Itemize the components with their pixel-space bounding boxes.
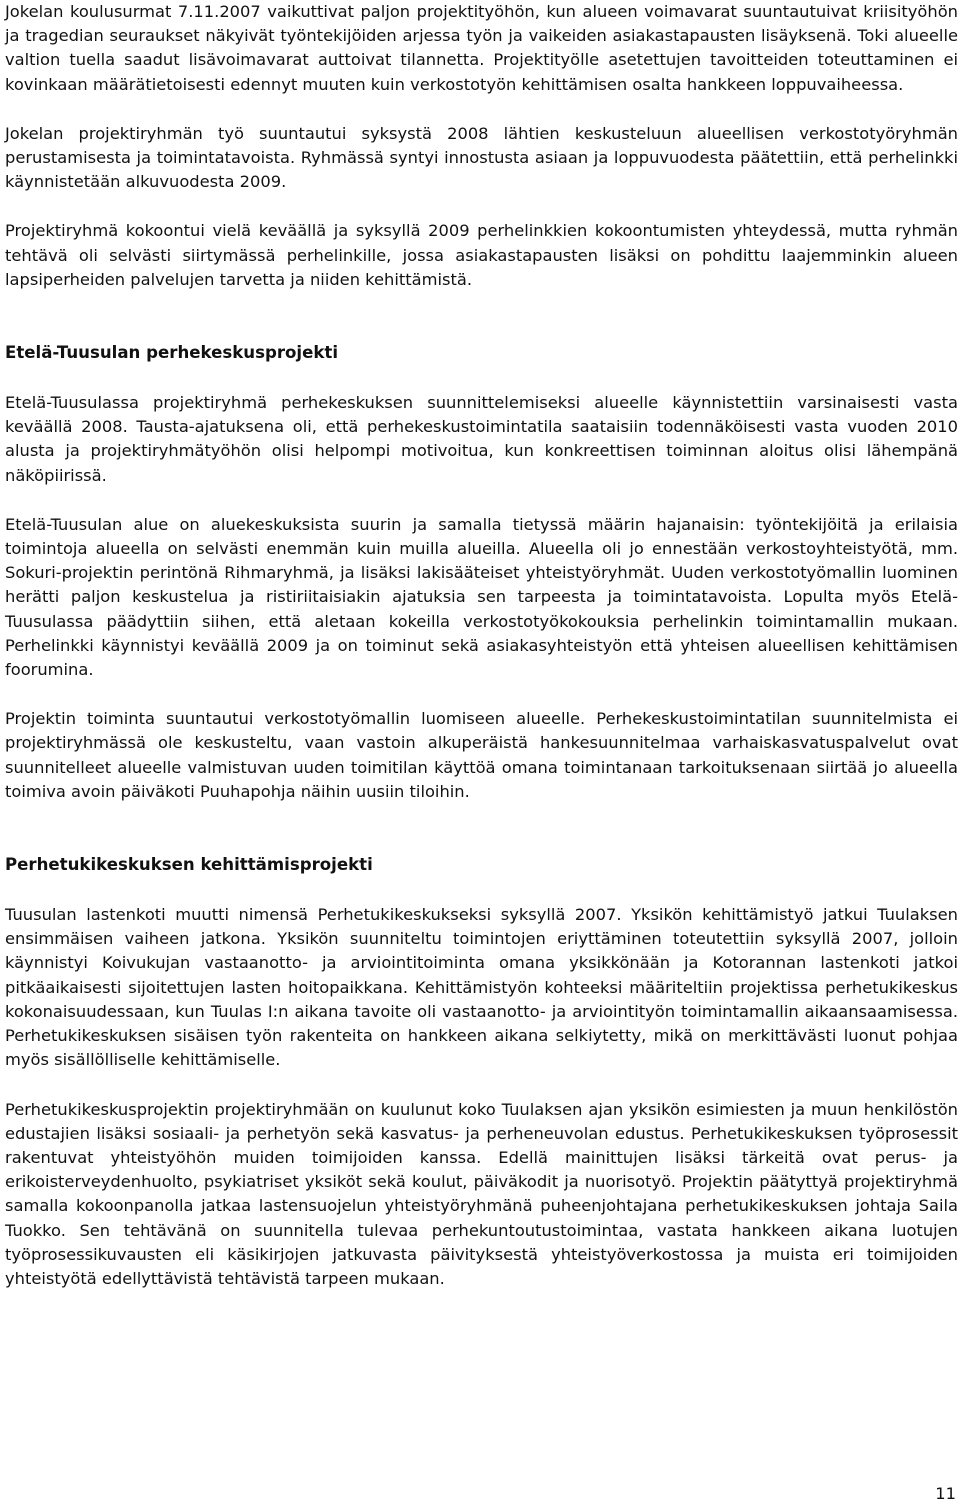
body-paragraph: Perhetukikeskusprojektin projektiryhmään on kuulunut koko Tuulaksen ajan yksikön esimiesten ja muun henkilöstön edustajien lisäksi sosiaali- ja perhetyön sekä kasvatus- ja perheneuvolan edustus. Perhetukikeskuksen työprosessit rakentuvat yhteistyöhön muiden toimijoiden kanssa. Edellä mainittujen lisäksi tärkeitä ovat perus- ja erikoisterveydenhuolto, psykiatriset yksiköt sekä koulut, päiväkodit ja nuorisotyö. Projektin päätyttyä projektiryhmä samalla kokoonpanolla jatkaa lastensuojelun yhteistyöryhmänä puheenjohtajana perhetukikeskuksen johtaja Saila Tuokko. Sen tehtävänä on suunnitella tulevaa perhekuntoutustoimintaa, vastata hankkeen aikana luotujen työprosessikuvausten eli käsikirjojen jatkuvasta päivityksestä yhteistyöverkostossa ja muista eri toimijoiden yhteistyötä edellyttävistä tehtävistä tarpeen mukaan. [5, 1099, 958, 1288]
section-heading: Perhetukikeskuksen kehittämisprojekti [5, 855, 373, 875]
body-paragraph: Jokelan koulusurmat 7.11.2007 vaikuttivat paljon projektityöhön, kun alueen voimavarat suuntautuivat kriisityöhön ja tragedian seuraukset näkyivät työntekijöiden arjessa työn ja vaikeiden asiakastapausten lisäyksenä. Toki alueelle valtion tuella saadut lisävoimavarat auttoivat tilannetta. Projektityölle asetettujen tavoitteiden toteuttaminen ei kovinkaan määrätietoisesti edennyt muuten kuin verkostotyön kehittämisen osalta hankkeen loppuvaiheessa. [5, 2, 958, 94]
document-page [5, 0, 958, 1291]
body-paragraph: Etelä-Tuusulassa projektiryhmä perhekeskuksen suunnittelemiseksi alueelle käynnistettiin varsinaisesti vasta keväällä 2008. Tausta-ajatuksena oli, että perhekeskustoimintatila saataisiin todennäköisesti vasta vuoden 2010 alusta ja projektiryhmätyöhön olisi helpompi motivoitua, kun konkreettisen toiminnan aloitus olisi lähempänä näköpiirissä. [5, 393, 958, 485]
body-paragraph: Tuusulan lastenkoti muutti nimensä Perhetukikeskukseksi syksyllä 2007. Yksikön kehittämistyö jatkui Tuulaksen ensimmäisen vaiheen jatkona. Yksikön suunniteltu toimintojen eriyttäminen toteutettiin syksyllä 2007, jolloin käynnistyi Koivukujan vastaanotto- ja arviointitoiminta omana yksikkönään ja Kotorannan lastenkoti jatkoi pitkäaikaisesti sijoitettujen lasten hoitopaikkana. Kehittämistyön kohteeksi määriteltiin projektissa perhetukikeskus kokonaisuudessaan, kun Tuulas I:n aikana tavoite oli vastaanotto- ja arviointityön toimintamallin aikaansaamisessa. Perhetukikeskuksen sisäisen työn rakenteita on hankkeen aikana selkiytetty, mikä on merkittävästi luonut pohjaa myös sisällölliselle kehittämiselle. [5, 905, 958, 1070]
body-paragraph: Etelä-Tuusulan alue on aluekeskuksista suurin ja samalla tietyssä määrin hajanaisin: työntekijöitä ja erilaisia toimintoja alueella on selvästi enemmän kuin muilla alueilla. Alueella oli jo ennestään verkostoyhteistyötä, mm. Sokuri-projektin perintönä Rihmaryhmä, ja lisäksi lakisääteiset yhteistyöryhmät. Uuden verkostotyömallin luominen herätti paljon keskustelua ja ristiriitaisiakin ajatuksia sen tarpeesta ja toimintatavoista. Lopulta myös Etelä-Tuusulassa päädyttiin siihen, että aletaan kokeilla verkostotyökokouksia perhelinkin toimintamallin mukaan. Perhelinkki käynnistyi keväällä 2009 ja on toiminut sekä asiakasyhteistyön että yhteisen alueellisen kehittämisen foorumina. [5, 514, 958, 680]
body-paragraph: Projektiryhmä kokoontui vielä keväällä ja syksyllä 2009 perhelinkkien kokoontumisten yhteydessä, mutta ryhmän tehtävä oli selvästi siirtymässä perhelinkille, jossa asiakastapausten lisäksi on pohdittu laajemminkin alueen lapsiperheiden palvelujen tarvetta ja niiden kehittämistä. [5, 221, 958, 289]
page-number: 11 [935, 1484, 956, 1503]
section-heading: Etelä-Tuusulan perhekeskusprojekti [5, 343, 339, 363]
body-paragraph: Projektin toiminta suuntautui verkostotyömallin luomiseen alueelle. Perhekeskustoimintatilan suunnitelmista ei projektiryhmässä ole keskusteltu, vaan vastoin alkuperäistä hankesuunnitelmaa varhaiskasvatuspalvelut ovat suunnitelleet alueelle valmistuvan uuden toimitilan käyttöä omana toimintanaan tarkoituksenaan siirtää jo alueella toimiva avoin päiväkoti Puuhapohja näihin uusiin tiloihin. [5, 709, 958, 801]
body-paragraph: Jokelan projektiryhmän työ suuntautui syksystä 2008 lähtien keskusteluun alueellisen verkostotyöryhmän perustamisesta ja toimintatavoista. Ryhmässä syntyi innostusta asiaan ja loppuvuodesta päätettiin, että perhelinkki käynnistetään alkuvuodesta 2009. [5, 123, 958, 192]
